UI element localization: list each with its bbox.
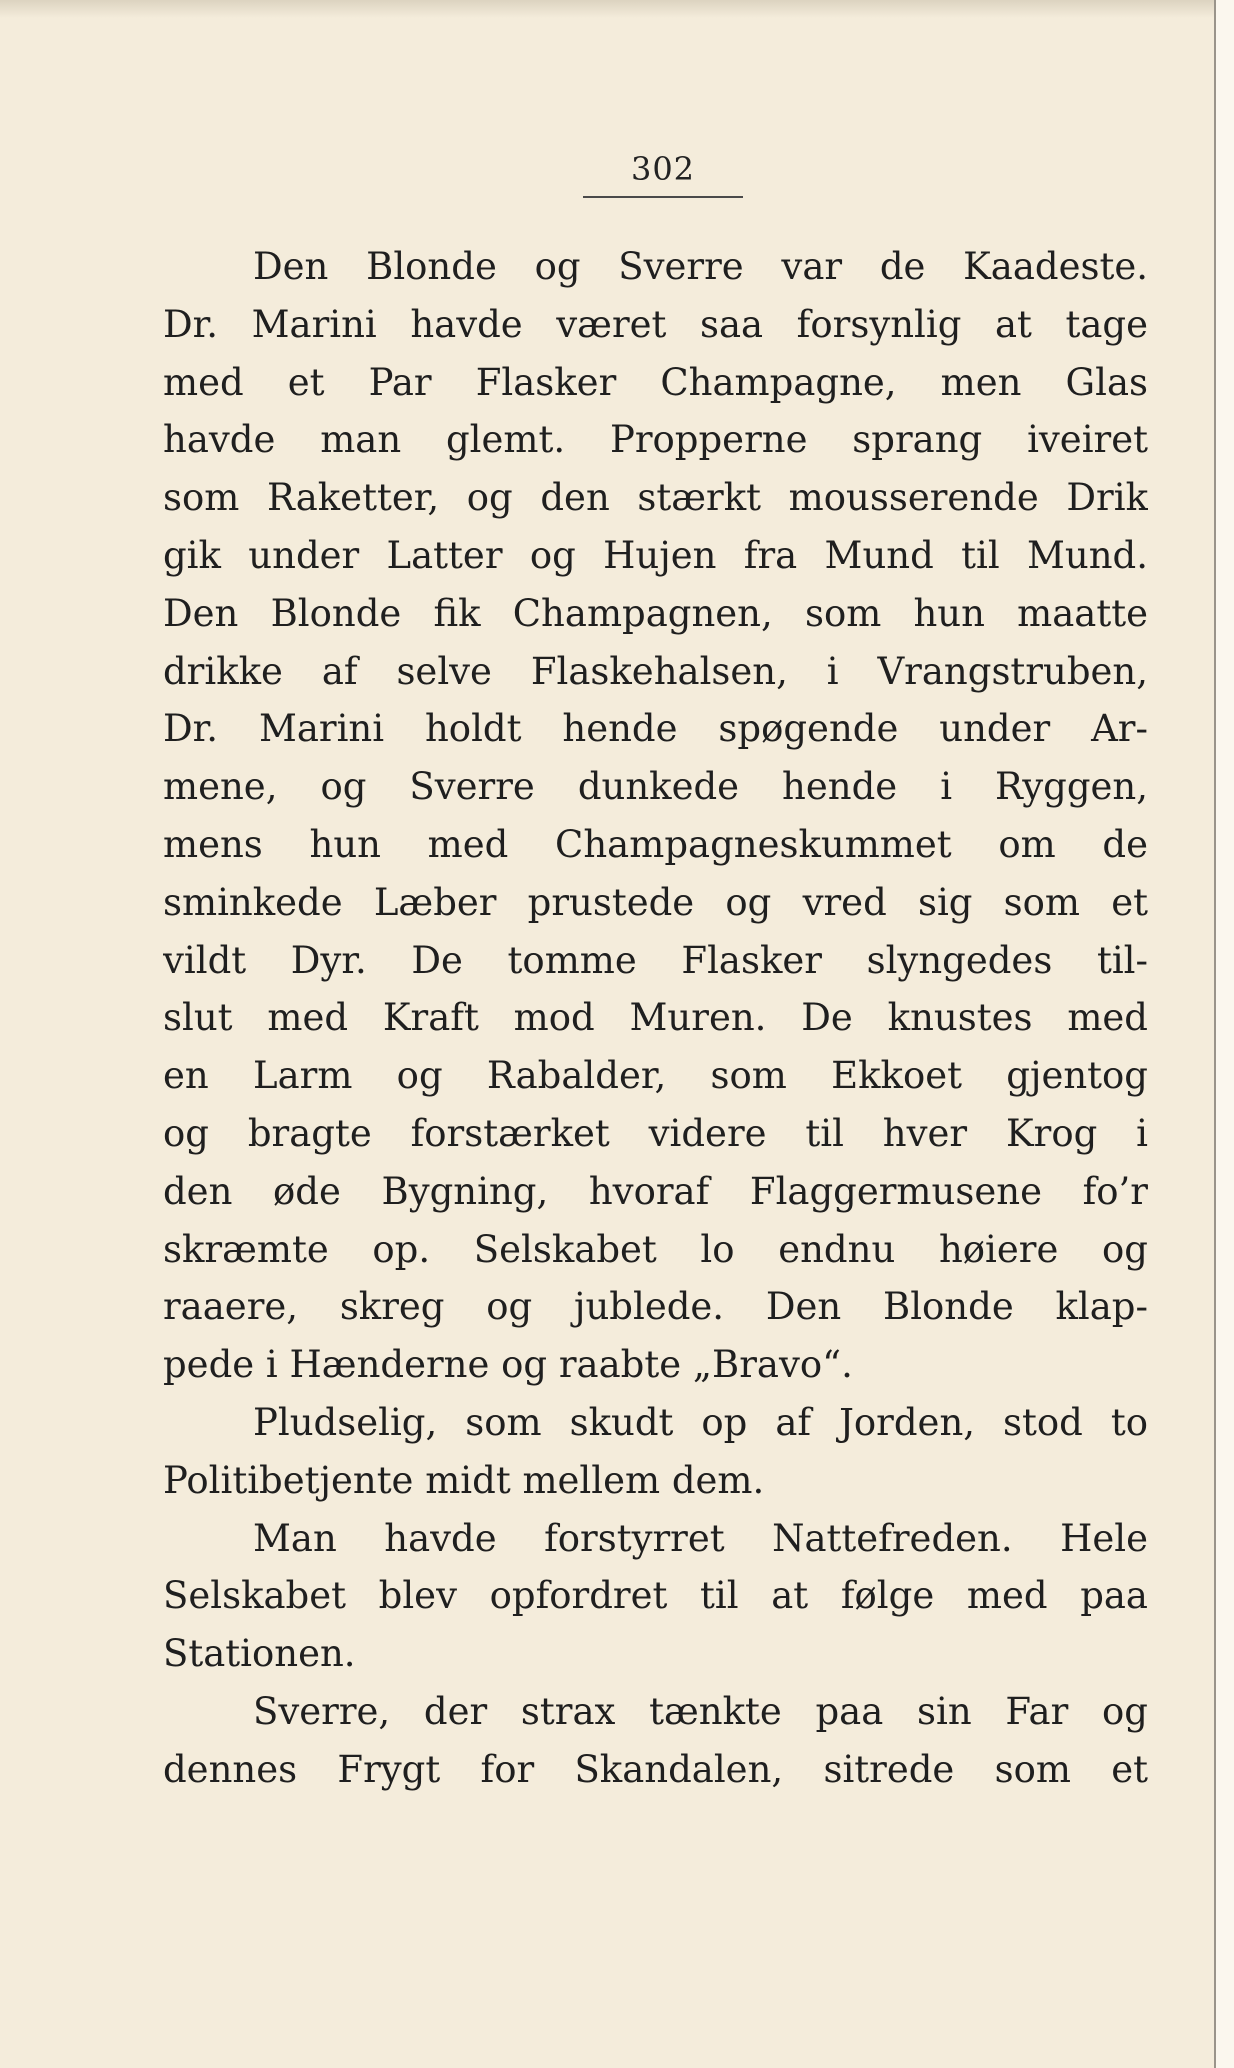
text-line: og bragte forstærket videre til hver Krog i bbox=[163, 1111, 1148, 1155]
text-line: en Larm og Rabalder, som Ekkoet gjentog bbox=[163, 1054, 1148, 1098]
text-line: Stationen. bbox=[163, 1632, 356, 1676]
text-line: mene, og Sverre dunkede hende i Ryggen, bbox=[163, 765, 1148, 809]
text-line: dennes Frygt for Skandalen, sitrede som et bbox=[163, 1747, 1148, 1791]
text-line: mens hun med Champagneskummet om de bbox=[163, 822, 1148, 866]
text-line: Dr. Marini holdt hende spøgende under Ar- bbox=[163, 707, 1148, 751]
text-line: den øde Bygning, hvoraf Flaggermusene fo’r bbox=[163, 1169, 1148, 1213]
text-line: med et Par Flasker Champagne, men Glas bbox=[163, 360, 1148, 404]
text-line: raaere, skreg og jublede. Den Blonde klap- bbox=[163, 1285, 1148, 1329]
text-line: Den Blonde og Sverre var de Kaadeste. bbox=[253, 245, 1148, 288]
text-line: skræmte op. Selskabet lo endnu høiere og bbox=[163, 1227, 1148, 1271]
text-line: sminkede Læber prustede og vred sig som et bbox=[163, 880, 1148, 924]
text-line: Den Blonde fik Champagnen, som hun maatte bbox=[163, 591, 1148, 635]
body-text bbox=[163, 238, 1148, 1799]
text-line: Pludselig, som skudt op af Jorden, stod to bbox=[253, 1400, 1148, 1444]
text-line: Dr. Marini havde været saa forsynlig at tage bbox=[163, 302, 1148, 346]
text-line: Politibetjente midt mellem dem. bbox=[163, 1458, 765, 1502]
page-right-edge bbox=[1214, 0, 1234, 2068]
text-line: Sverre, der strax tænkte paa sin Far og bbox=[253, 1689, 1148, 1733]
page-number-rule bbox=[583, 196, 743, 198]
page-number: 302 bbox=[630, 150, 696, 188]
text-line: havde man glemt. Propperne sprang iveiret bbox=[163, 418, 1148, 462]
text-line: vildt Dyr. De tomme Flasker slyngedes til- bbox=[163, 938, 1148, 982]
text-line: slut med Kraft mod Muren. De knustes med bbox=[163, 996, 1148, 1040]
text-line: drikke af selve Flaskehalsen, i Vrangstruben, bbox=[163, 649, 1148, 693]
text-line: Selskabet blev opfordret til at følge med paa bbox=[163, 1574, 1148, 1618]
text-line: pede i Hænderne og raabte „Bravo“. bbox=[163, 1343, 853, 1387]
text-line: Man havde forstyrret Nattefreden. Hele bbox=[253, 1516, 1148, 1560]
text-line: gik under Latter og Hujen fra Mund til Mund. bbox=[163, 533, 1148, 577]
text-line: som Raketter, og den stærkt mousserende Drik bbox=[163, 476, 1148, 520]
